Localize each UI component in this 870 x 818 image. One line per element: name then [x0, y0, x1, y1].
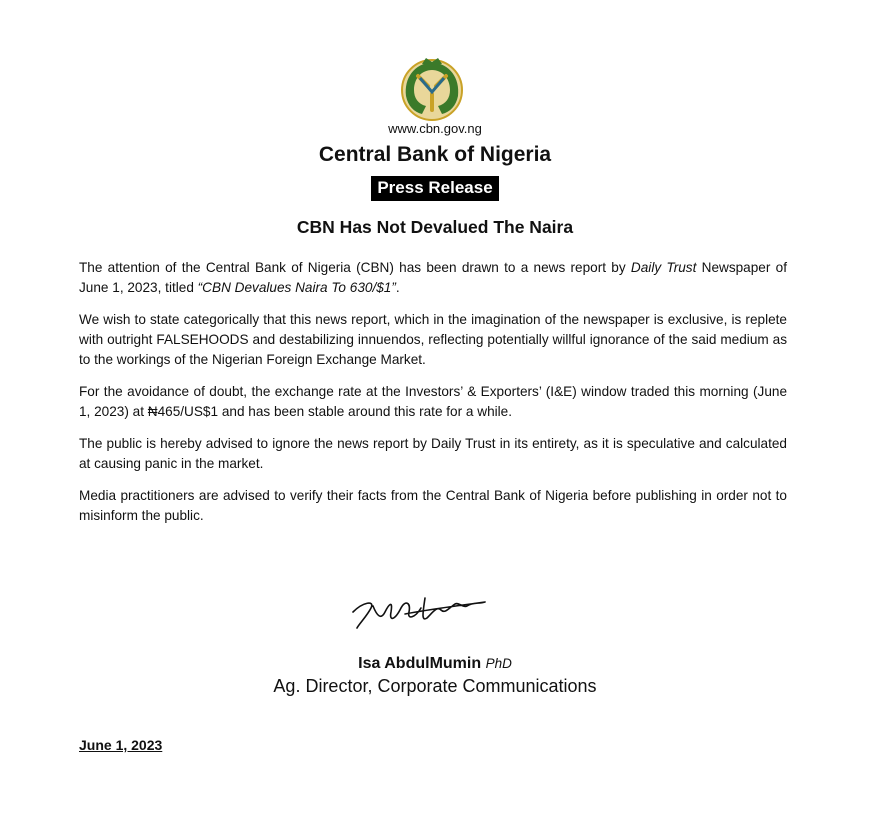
handwritten-signature	[345, 572, 525, 642]
signatory-name-line	[0, 655, 870, 673]
organization-name: Central Bank of Nigeria	[318, 143, 552, 166]
cbn-logo-icon	[398, 56, 466, 122]
paragraph-2: We wish to state categorically that this news report, which in the imagination of the newspaper is exclusive, is replete with outright FALSEHOODS and destabilizing innuendos, reflecting potentially willful ignorance of the said medium as to the workings of the Nigerian Foreign Exchange Market.	[79, 312, 787, 367]
headline: CBN Has Not Devalued The Naira	[296, 217, 574, 237]
website-url: www.cbn.gov.ng	[388, 121, 482, 136]
newspaper-name: Daily Trust	[630, 260, 697, 275]
report-title: “CBN Devalues Naira To 630/$1”	[197, 280, 396, 295]
signatory-name: Isa AbdulMumin	[358, 655, 482, 672]
paragraph-1-text-b: Newspaper of June 1, 2023, titled	[79, 260, 787, 295]
paragraph-5: Media practitioners are advised to verify their facts from the Central Bank of Nigeria before publishing in order not to misinform the public.	[79, 488, 787, 523]
press-release-badge-wrap	[0, 176, 870, 201]
signatory-title: Ag. Director, Corporate Communications	[273, 676, 597, 696]
paragraph-3: For the avoidance of doubt, the exchange rate at the Investors’ & Exporters’ (I&E) window traded this morning (June 1, 2023) at ₦465/US$1 and has been stable around this rate for a while.	[79, 384, 787, 419]
signatory-suffix: PhD	[485, 656, 512, 671]
release-date: June 1, 2023	[79, 737, 163, 753]
paragraph-1-text-a: The attention of the Central Bank of Nigeria (CBN) has been drawn to a news report by	[79, 260, 631, 275]
paragraph-4: The public is hereby advised to ignore the news report by Daily Trust in its entirety, as it is speculative and calculated at causing panic in the market.	[79, 436, 787, 471]
body-text	[79, 258, 787, 526]
paragraph-1	[79, 258, 787, 298]
press-release-badge: Press Release	[371, 176, 498, 201]
paragraph-1-text-c: .	[395, 280, 400, 295]
